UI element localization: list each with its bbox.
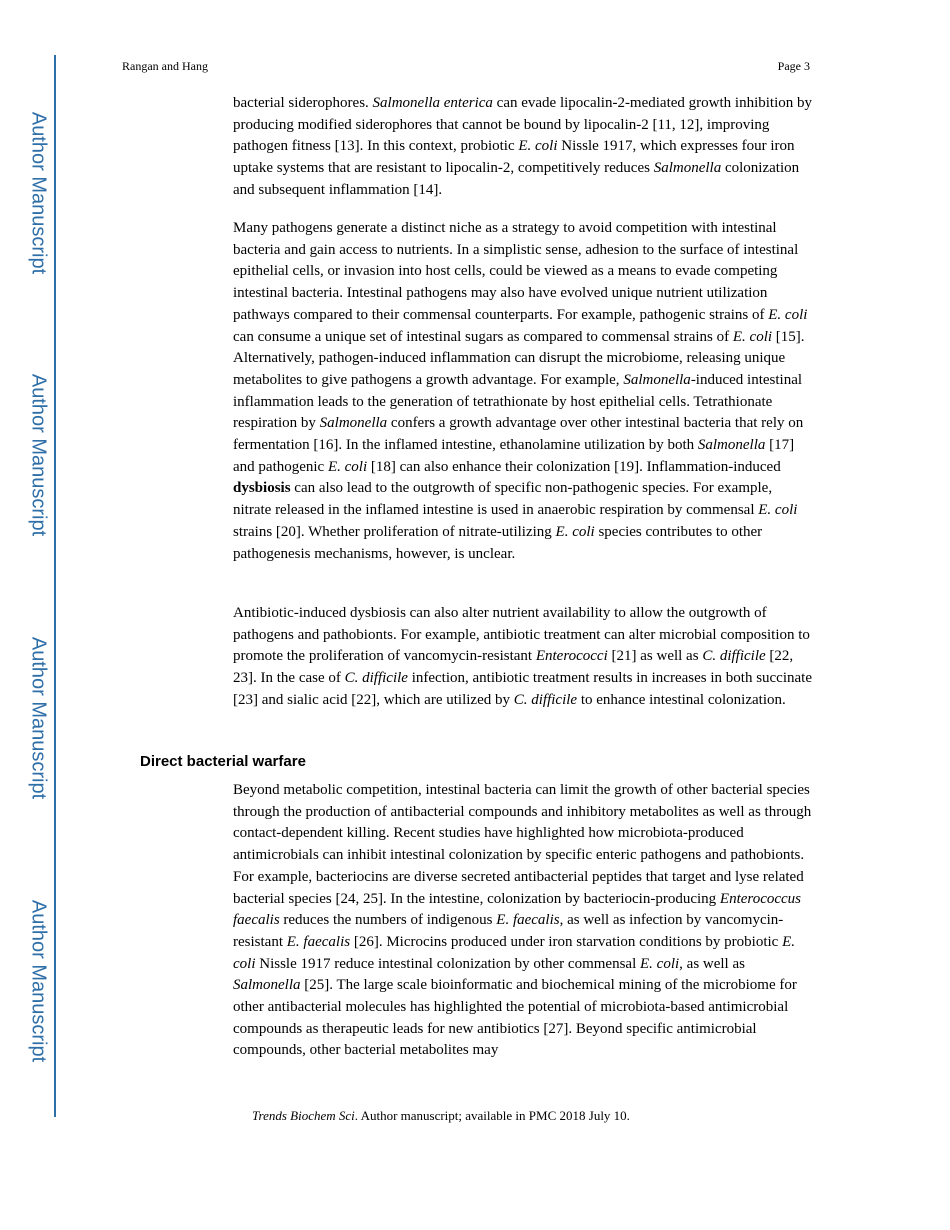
italic-term: E. faecalis [496, 912, 560, 929]
text-run: [21] as well as [607, 648, 703, 665]
sidebar-label: Author Manuscript [27, 111, 50, 275]
italic-term: Salmonella [653, 160, 722, 177]
text-run: -induced intestinal inflammation leads to the generation of tetrathionate by host epithelial cells. Tetrathionate respiration by [233, 371, 803, 432]
italic-term: Salmonella [697, 437, 766, 454]
italic-term: C. difficile [513, 691, 578, 708]
italic-term: Salmonella [233, 977, 301, 994]
text-run: , as well as infection by vancomycin-resistant [233, 912, 784, 950]
bold-term: dysbiosis [233, 480, 291, 497]
text-run: species contributes to other pathogenesis mechanisms, however, is unclear. [233, 523, 763, 562]
italic-term: C. difficile [344, 670, 408, 687]
sidebar-label: Author Manuscript [27, 373, 50, 537]
paragraph [233, 780, 813, 1062]
paragraph [233, 218, 813, 565]
section-heading: Direct bacterial warfare [140, 753, 306, 770]
italic-term: E. coli [732, 328, 773, 345]
italic-term: Salmonella enterica [372, 95, 493, 111]
text-run: can also lead to the outgrowth of specific non-pathogenic species. For example, nitrate released in the inflamed intestine is used in anaerobic respiration by commensal [233, 480, 773, 519]
text-run: colonization and subsequent inflammation [14]. [233, 160, 800, 198]
text-run: , as well as [679, 955, 745, 972]
text-run: Nissle 1917, which expresses four iron uptake systems that are resistant to lipocalin-2, competitively reduces [233, 138, 795, 177]
text-run: [15]. Alternatively, pathogen-induced inflammation can disrupt the microbiome, releasing unique metabolites to give pathogens a growth advantage. For example, [233, 328, 805, 388]
text-run: Nissle 1917 reduce intestinal colonization by other commensal [255, 955, 640, 972]
italic-term: E. coli [555, 523, 595, 540]
italic-term: E. coli [518, 138, 558, 155]
text-run: infection, antibiotic treatment results in increases in both succinate [23] and sialic acid [22], which are utilized by [233, 670, 812, 708]
page-number: Page 3 [777, 59, 810, 73]
text-run: [18] can also enhance their colonization [19]. Inflammation-induced [367, 458, 781, 475]
text-run: strains [20]. Whether proliferation of nitrate-utilizing [233, 523, 556, 540]
italic-term: E. coli [768, 306, 808, 323]
italic-term: E. coli [640, 955, 680, 972]
journal-name: Trends Biochem Sci [252, 1108, 355, 1123]
footer [252, 1108, 630, 1124]
text-run: Beyond metabolic competition, intestinal bacteria can limit the growth of other bacterial species through the production of antibacterial compounds and inhibitory metabolites as well as through contact-dependent killing. Recent studies have highlighted how microbiota-produced antimicrobials can inhibit intestinal colonization by specific enteric pathogens and pathobionts. For example, bacteriocins are diverse secreted antibacterial peptides that target and lyse related bacterial species [24, 25]. In the intestine, colonization by bacteriocin-producing [233, 782, 812, 907]
text-run: reduces the numbers of indigenous [279, 912, 497, 929]
paragraph [233, 93, 813, 202]
paragraph [233, 603, 813, 712]
sidebar-label: Author Manuscript [27, 899, 50, 1063]
text-run: Many pathogens generate a distinct niche as a strategy to avoid competition with intestinal bacteria and gain access to nutrients. In a simplistic sense, adhesion to the surface of intestinal epithelial cells, or invasion into host cells, could be viewed as a means to evade competing intestinal bacteria. Intestinal pathogens may also have evolved unique nutrient utilization pathways compared to their commensal counterparts. For example, pathogenic strains of [233, 220, 799, 323]
text-run: [26]. Microcins produced under iron starvation conditions by probiotic [350, 933, 783, 950]
text-run: Antibiotic-induced dysbiosis can also alter nutrient availability to allow the outgrowth of pathogens and pathobionts. For example, antibiotic treatment can alter microbial composition to promote the proliferation of vancomycin-resistant [233, 605, 810, 665]
sidebar-label: Author Manuscript [27, 636, 50, 800]
text-run: can consume a unique set of intestinal sugars as compared to commensal strains of [233, 328, 733, 345]
text-run: [17] and pathogenic [233, 437, 795, 475]
italic-term: Enterococcus faecalis [233, 890, 802, 929]
footer-text: . Author manuscript; available in PMC 2018 July 10. [354, 1108, 630, 1123]
italic-term: E. coli [327, 458, 368, 475]
italic-term: E. faecalis [286, 933, 351, 950]
text-run: bacterial siderophores. [233, 95, 373, 111]
text-run: to enhance intestinal colonization. [577, 691, 786, 708]
text-run: confers a growth advantage over other intestinal bacteria that rely on fermentation [16]. In the inflamed intestine, ethanolamine utilization by both [233, 415, 804, 454]
sidebar-rule [54, 55, 56, 1117]
text-run: can evade lipocalin-2-mediated growth inhibition by producing modified siderophores that cannot be bound by lipocalin-2 [11, 12], improving pathogen fitness [13]. In this context, probiotic [233, 95, 812, 155]
italic-term: Enterococci [535, 648, 608, 665]
italic-term: E. coli [233, 933, 795, 972]
text-run: [25]. The large scale bioinformatic and biochemical mining of the microbiome for other antibacterial molecules has highlighted the potential of microbiota-based antimicrobial compounds as therapeutic leads for new antibiotics [27]. Beyond specific antimicrobial compounds, other bacterial metabolites may [233, 977, 797, 1059]
running-header-authors: Rangan and Hang [122, 59, 208, 73]
italic-term: E. coli [758, 502, 798, 519]
italic-term: C. difficile [702, 648, 766, 665]
italic-term: Salmonella [319, 415, 388, 432]
text-run: [22, 23]. In the case of [233, 648, 794, 687]
italic-term: Salmonella [623, 371, 691, 388]
